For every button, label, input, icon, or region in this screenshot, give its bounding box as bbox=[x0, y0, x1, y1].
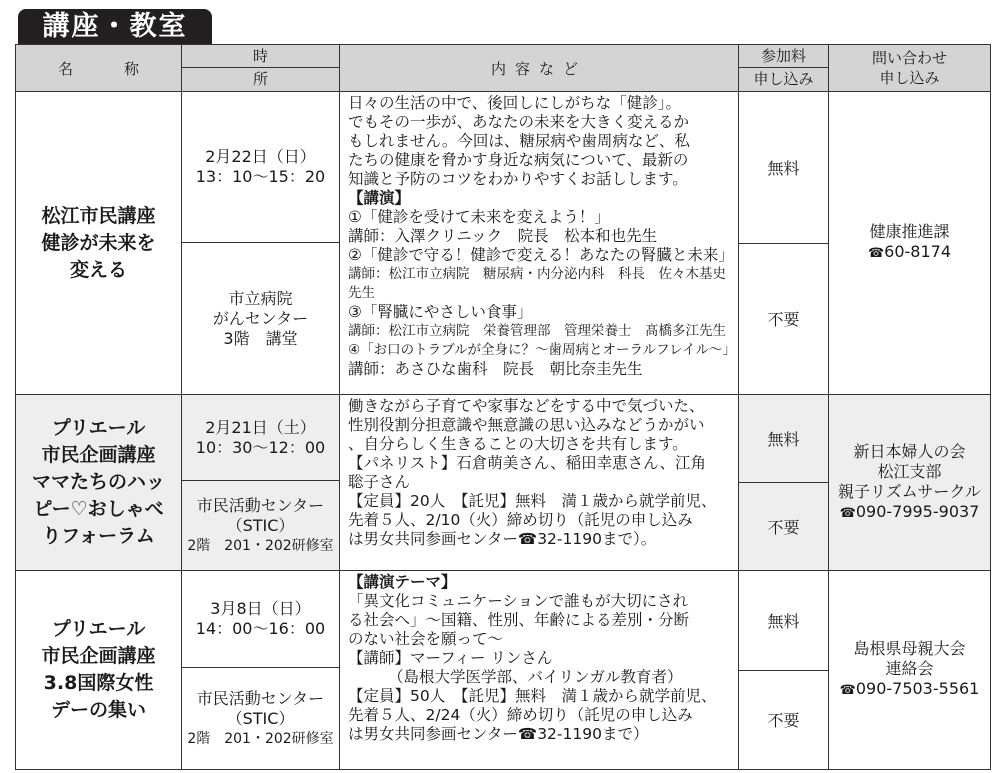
description-line: 「異文化コミュニケーションで誰もが大切にされ bbox=[348, 592, 689, 610]
description-line: 講師：あさひな歯科 院長 朝比奈圭先生 bbox=[348, 360, 643, 378]
description-line: たちの健康を脅かす身近な病気について、最新の bbox=[348, 151, 689, 169]
course-name-line: ピー♡おしゃべ bbox=[33, 498, 164, 520]
fee-apply-cell bbox=[739, 571, 829, 770]
description-line: ①「健診を受けて未来を変えよう！」 bbox=[348, 208, 610, 226]
header-fee-apply bbox=[739, 45, 829, 92]
header-content: 内容など bbox=[340, 45, 739, 92]
venue-line: 2階 201・202研修室 bbox=[187, 730, 334, 747]
event-date: 3月8日（日） bbox=[210, 599, 311, 618]
description-line: ④「お口のトラブルが全身に？〜歯周病とオーラルフレイル〜」 bbox=[348, 342, 736, 358]
description-line: （島根大学医学部、バイリンガル教育者） bbox=[388, 668, 683, 686]
description-line: 聡子さん bbox=[348, 473, 411, 491]
venue bbox=[182, 481, 339, 570]
description-line: は男女共同参画センター☎32-1190まで）。 bbox=[348, 530, 657, 548]
header-contact-2: 申し込み bbox=[879, 69, 940, 87]
date-time bbox=[182, 571, 339, 668]
venue bbox=[182, 243, 339, 394]
event-time: 10：30〜12：00 bbox=[195, 437, 326, 457]
venue bbox=[182, 668, 339, 769]
fee-value: 無料 bbox=[739, 395, 828, 483]
header-place: 所 bbox=[252, 70, 268, 88]
description-line: 、自分らしく生きることの大切さを共有します。 bbox=[348, 435, 688, 453]
description-line: 【講演】 bbox=[348, 189, 411, 207]
table-row bbox=[16, 92, 991, 395]
venue-line: 3階 講堂 bbox=[223, 328, 298, 348]
contact-line: 親子リズムサークル bbox=[838, 481, 981, 501]
course-name-line: プリエール bbox=[51, 618, 146, 640]
course-description bbox=[340, 395, 739, 571]
phone-number: ☎ 090-7995-9037 bbox=[829, 502, 990, 524]
description-line: ③「腎臓にやさしい食事」 bbox=[348, 303, 533, 321]
fee-value: 無料 bbox=[739, 92, 828, 244]
course-name-line: 3.8国際女性 bbox=[43, 672, 154, 694]
apply-value: 不要 bbox=[767, 310, 800, 330]
date-place-cell bbox=[182, 92, 340, 395]
event-time: 13：10〜15：20 bbox=[195, 167, 326, 186]
course-name-line: 市民企画講座 bbox=[41, 444, 156, 466]
table-row bbox=[16, 571, 991, 770]
description-line: 【パネリスト】石倉萌美さん、稲田幸恵さん、江角 bbox=[348, 454, 707, 472]
header-contact-1: 問い合わせ bbox=[871, 49, 947, 67]
venue-line: 市民活動センター bbox=[196, 495, 325, 515]
description-line: 働きながら子育てや家事などをする中で気づいた、 bbox=[348, 397, 705, 415]
description-line: 【講演テーマ】 bbox=[348, 573, 457, 591]
course-name-line: ママたちのハッ bbox=[31, 471, 165, 493]
course-name-line: 健診が未来を bbox=[41, 231, 156, 254]
course-description bbox=[340, 571, 739, 770]
contact-line: 松江支部 bbox=[877, 461, 942, 481]
event-date: 2月22日（日） bbox=[205, 147, 316, 166]
date-place-cell bbox=[182, 571, 340, 770]
course-name bbox=[16, 571, 182, 770]
fee-apply-cell bbox=[739, 92, 829, 395]
venue-line: （STIC） bbox=[226, 708, 295, 728]
header-time: 時 bbox=[182, 45, 339, 68]
course-name-line: 市民企画講座 bbox=[41, 645, 156, 667]
description-line: 知識と予防のコツをわかりやすくお話しします。 bbox=[348, 170, 688, 188]
apply-value: 不要 bbox=[767, 518, 800, 537]
description-line: 講師：松江市立病院 糖尿病・内分泌内科 科長 佐々木基史先生 bbox=[348, 266, 726, 301]
fee-apply-cell bbox=[739, 395, 829, 571]
description-line: 【定員】20人 【託児】無料 満１歳から就学前児、 bbox=[348, 492, 717, 510]
fee-value: 無料 bbox=[739, 571, 828, 671]
description-line: 先着５人、2/10（火）締め切り（託児の申し込み bbox=[348, 511, 693, 529]
header-time-place bbox=[182, 45, 340, 92]
date-place-cell bbox=[182, 395, 340, 571]
description-line: もしれません。今回は、糖尿病や歯周病など、私 bbox=[348, 132, 690, 150]
course-description bbox=[340, 92, 739, 395]
venue-line: がんセンター bbox=[212, 308, 309, 328]
apply-value: 不要 bbox=[767, 711, 800, 731]
description-line: は男女共同参画センター☎32-1190まで） bbox=[348, 725, 649, 743]
course-name-line: 松江市民講座 bbox=[41, 204, 156, 227]
description-line: でもその一歩が、あなたの未来を大きく変えるか bbox=[348, 113, 690, 131]
section-title: 講座・教室 bbox=[18, 9, 212, 45]
description-line: 講師：松江市立病院 栄養管理部 管理栄養士 髙橋多江先生 bbox=[348, 323, 726, 339]
contact-cell bbox=[829, 395, 991, 571]
event-date: 2月21日（土） bbox=[205, 417, 316, 437]
header-apply: 申し込み bbox=[753, 70, 814, 88]
course-name-line: りフォーラム bbox=[42, 525, 155, 547]
description-line: 日々の生活の中で、後回しにしがちな「健診」。 bbox=[348, 94, 681, 112]
header-contact bbox=[829, 45, 991, 92]
description-line: 講師：入澤クリニック 院長 松本和也先生 bbox=[348, 227, 658, 245]
contact-line: 連絡会 bbox=[885, 659, 934, 678]
date-time bbox=[182, 92, 339, 243]
course-name-line: プリエール bbox=[51, 417, 146, 439]
description-line: 先着５人、2/24（火）締め切り（託児の申し込み bbox=[348, 706, 693, 724]
venue-line: 2階 201・202研修室 bbox=[187, 537, 334, 554]
header-fee: 参加料 bbox=[739, 45, 828, 68]
event-time: 14：00〜16：00 bbox=[195, 619, 326, 638]
header-name: 名 称 bbox=[16, 45, 182, 92]
course-name bbox=[16, 395, 182, 571]
table-header bbox=[16, 45, 991, 92]
contact-line: 健康推進課 bbox=[869, 222, 950, 241]
description-line: のない社会を願って〜 bbox=[348, 630, 504, 648]
venue-line: （STIC） bbox=[226, 515, 295, 535]
description-line: 【定員】50人 【託児】無料 満１歳から就学前児、 bbox=[348, 687, 717, 705]
contact-line: 新日本婦人の会 bbox=[853, 441, 966, 461]
description-line: 性別役割分担意識や無意識の思い込みなどうかがい bbox=[348, 416, 705, 434]
table-row bbox=[16, 395, 991, 571]
phone-number: ☎ 090-7503-5561 bbox=[829, 679, 990, 701]
description-line: 【講師】マーフィー リンさん bbox=[348, 649, 553, 667]
contact-cell bbox=[829, 571, 991, 770]
course-table bbox=[15, 44, 991, 770]
course-name-line: 変える bbox=[69, 258, 127, 281]
phone-number: ☎ 60-8174 bbox=[829, 242, 990, 264]
contact-cell bbox=[829, 92, 991, 395]
course-name-line: デーの集い bbox=[50, 699, 146, 721]
venue-line: 市立病院 bbox=[228, 288, 293, 308]
contact-line: 島根県母親大会 bbox=[853, 639, 966, 658]
date-time bbox=[182, 395, 339, 481]
description-line: ②「健診で守る！健診で変える！あなたの腎臓と未来」 bbox=[348, 246, 734, 264]
course-name bbox=[16, 92, 182, 395]
description-line: る社会へ」〜国籍、性別、年齢による差別・分断 bbox=[348, 611, 690, 629]
venue-line: 市民活動センター bbox=[196, 688, 325, 708]
